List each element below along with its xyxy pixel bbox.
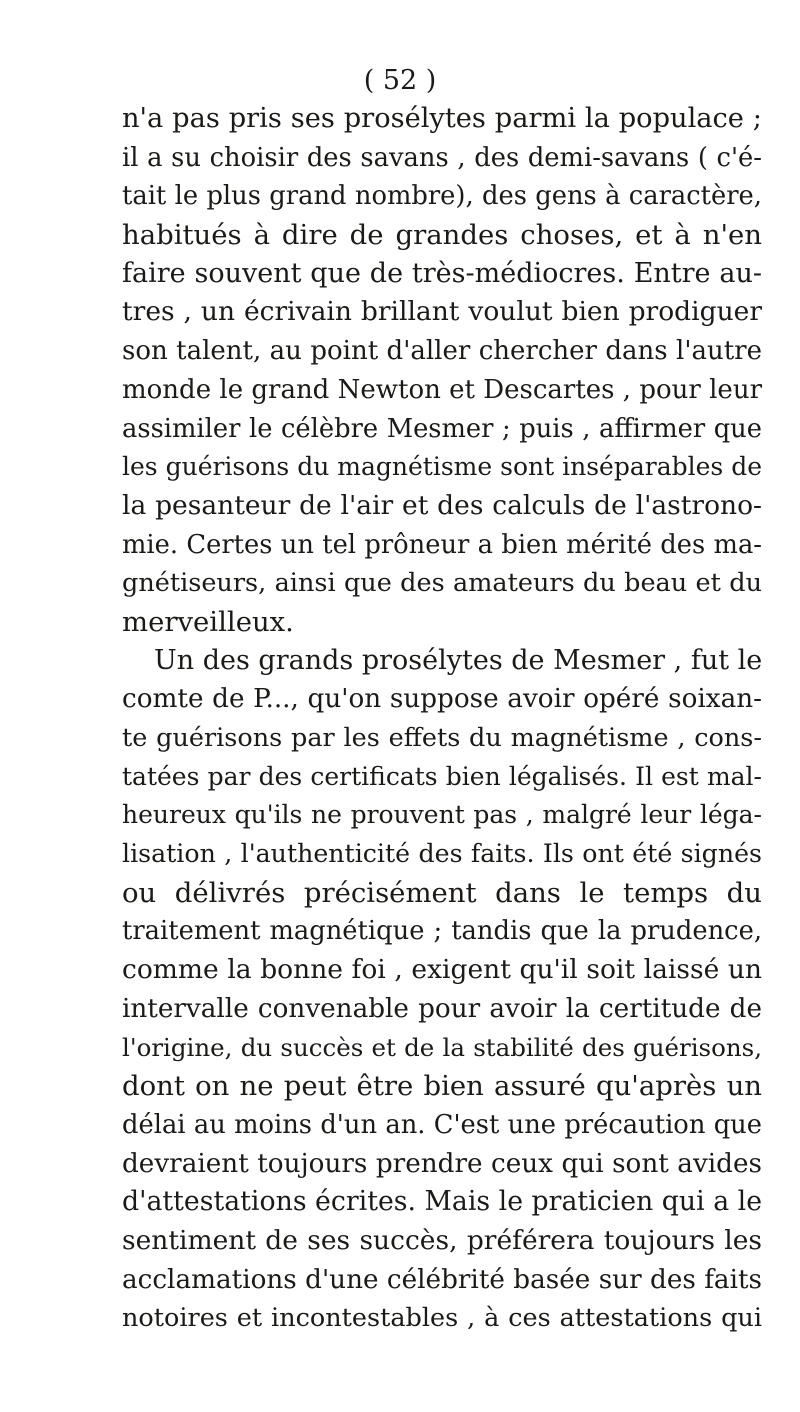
text-line: Un des grands prosélytes de Mesmer , fut le: [154, 644, 763, 676]
text-line: monde le grand Newton et Descartes , pour leur: [122, 374, 762, 405]
text-line: acclamations d'une célébrité basée sur des faits: [122, 1264, 762, 1295]
text-line: son talent, au point d'aller chercher dans l'autre: [122, 336, 762, 367]
text-line: la pesanteur de l'air et des calculs de l'astrono-: [122, 489, 762, 521]
text-line: tres , un écrivain brillant voulut bien prodiguer: [122, 296, 762, 328]
text-line: heureux qu'ils ne prouvent pas , malgré leur léga-: [122, 800, 762, 830]
text-line: habitués à dire de grandes choses, et à n'en: [122, 219, 762, 252]
text-line: devraient toujours prendre ceux qui sont avides: [122, 1148, 762, 1179]
text-line: tatées par des certificats bien légalisés. Il est mal-: [122, 761, 762, 791]
text-line: d'attestations écrites. Mais le praticien qui a le: [122, 1186, 763, 1218]
paragraph-2: [122, 642, 762, 1338]
page-number: ( 52 ): [363, 65, 437, 96]
text-line: te guérisons par les effets du magnétisme , cons-: [122, 723, 762, 753]
text-line: les guérisons du magnétisme sont inséparables de: [122, 452, 762, 482]
text-line: n'a pas pris ses prosélytes parmi la populace ;: [122, 103, 762, 134]
text-line: délai au moins d'un an. C'est une précaution que: [122, 1109, 762, 1140]
text-line: notoires et incontestables , à ces attestations qui: [122, 1303, 762, 1334]
text-line: il a su choisir des savans , des demi-savans ( c'é-: [122, 142, 762, 173]
text-line: dont on ne peut être bien assuré qu'après un: [122, 1070, 762, 1103]
text-line: comte de P..., qu'on suppose avoir opéré soixan-: [122, 684, 762, 715]
text-line: gnétiseurs, ainsi que des amateurs du beau et du: [122, 568, 762, 599]
text-line: l'origine, du succès et de la stabilité des guérisons,: [122, 1032, 762, 1062]
text-line: traitement magnétique ; tandis que la prudence,: [122, 916, 762, 947]
text-line: tait le plus grand nombre), des gens à caractère,: [122, 181, 762, 212]
paragraph-1: [122, 100, 762, 642]
body-text: [122, 100, 762, 1338]
text-line: merveilleux.: [122, 605, 294, 638]
text-line: mie. Certes un tel prôneur a bien mérité des ma-: [122, 529, 762, 560]
text-line: sentiment de ses succès, préférera toujours les: [122, 1224, 762, 1256]
text-line: lisation , l'authenticité des faits. Ils ont été signés: [122, 839, 762, 869]
text-line: comme la bonne foi , exigent qu'il soit laissé un: [122, 954, 762, 986]
text-line: intervalle convenable pour avoir la certitude de: [122, 993, 762, 1024]
text-line: ou délivrés précisément dans le temps du: [122, 876, 762, 909]
text-line: assimiler le célèbre Mesmer ; puis , affirmer que: [122, 413, 762, 444]
text-line: faire souvent que de très-médiocres. Entre au-: [122, 257, 762, 289]
